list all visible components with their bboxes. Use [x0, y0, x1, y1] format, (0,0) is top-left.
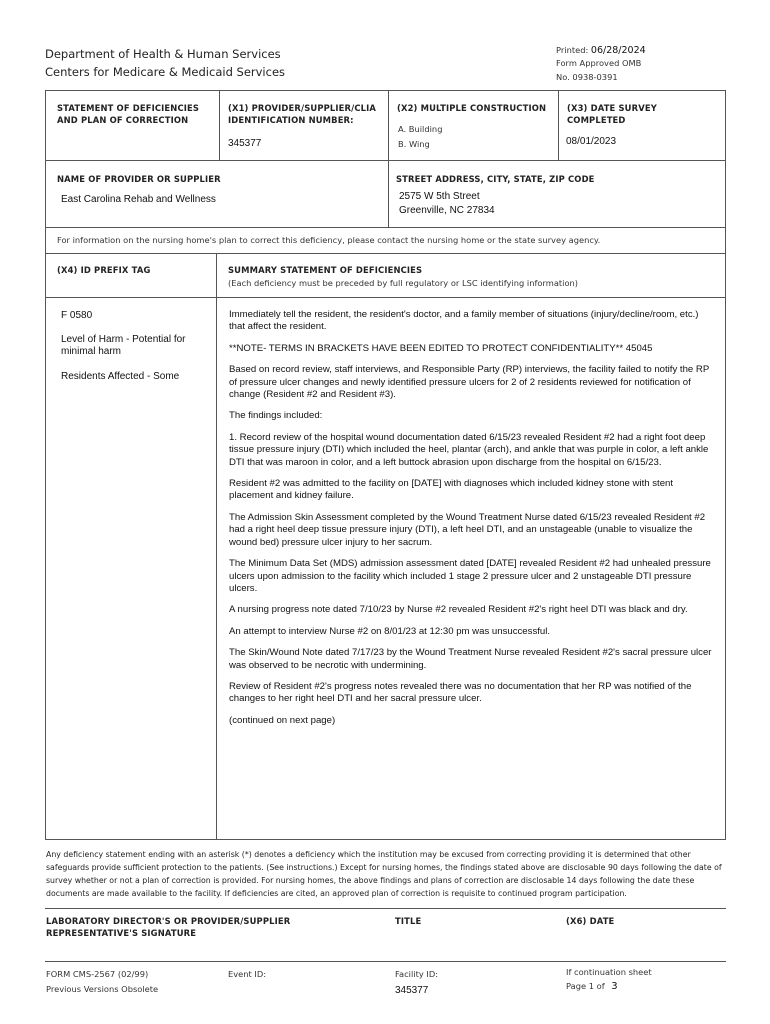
summary-subheader: (Each deficiency must be preceded by full regulatory or LSC identifying information) [228, 278, 579, 288]
wing-label: B. Wing [398, 139, 430, 149]
form-approved: Form Approved OMB [556, 58, 642, 68]
narrative-paragraph: The Admission Skin Assessment completed by the Wound Treatment Nurse dated 6/15/23 revealed Resident #2 had a right heel deep tissue pressure injury (DTI), a left heel DTI, and an unstageable (unable to visualize the wound bed) pressure ulcer injury to her sacrum. [229, 511, 706, 548]
narrative-paragraph: **NOTE- TERMS IN BRACKETS HAVE BEEN EDITED TO PROTECT CONFIDENTIALITY** 45045 [229, 342, 653, 354]
facility-id-label: Facility ID: [395, 969, 439, 979]
page-indicator [566, 981, 618, 992]
divider [558, 90, 559, 161]
level-of-harm: Level of Harm - Potential for minimal harm [61, 334, 186, 358]
provider-name-label: NAME OF PROVIDER OR SUPPLIER [57, 174, 221, 184]
provider-id-label: (X1) PROVIDER/SUPPLIER/CLIA IDENTIFICATION NUMBER: [228, 103, 377, 125]
provider-id-value: 345377 [228, 138, 262, 149]
omb-number: No. 0938-0391 [556, 72, 618, 82]
multiple-construction-label: (X2) MULTIPLE CONSTRUCTION [397, 103, 547, 113]
narrative-paragraph: Resident #2 was admitted to the facility on [DATE] with diagnoses which included kidney stone with stent placement and kidney failure. [229, 478, 674, 502]
divider [388, 90, 389, 161]
narrative-paragraph: (continued on next page) [229, 714, 336, 726]
info-note: For information on the nursing home's plan to correct this deficiency, please contact the nursing home or the state survey agency. [57, 235, 601, 245]
date-survey-label: (X3) DATE SURVEY COMPLETED [567, 103, 657, 125]
provider-name-value: East Carolina Rehab and Wellness [61, 194, 216, 205]
box-right-border [725, 90, 726, 840]
form-number: FORM CMS-2567 (02/99) [46, 969, 149, 979]
box-left-border [45, 90, 46, 840]
title-label: TITLE [395, 916, 422, 926]
building-label: A. Building [398, 124, 443, 134]
narrative-paragraph: 1. Record review of the hospital wound documentation dated 6/15/23 revealed Resident #2 had a right foot deep tissue pressure injury (DTI) which included the heel, plantar (arch), and ankle that was purple in color, a left ankle DTI that was maroon in color, and a left buttock abrasion upon discharge from the hospital on 6/15/23. [229, 431, 709, 468]
address-label: STREET ADDRESS, CITY, STATE, ZIP CODE [396, 174, 595, 184]
residents-affected: Residents Affected - Some [61, 371, 180, 382]
divider [219, 90, 220, 161]
printed-info [556, 45, 646, 56]
divider [216, 253, 217, 840]
narrative-paragraph: The Minimum Data Set (MDS) admission assessment dated [DATE] revealed Resident #2 had unhealed pressure ulcers upon admission to the facility which included 1 stage 2 pressure ulcer and 2 unstageable DTI pressure ulcers. [229, 558, 711, 594]
narrative-paragraph: An attempt to interview Nurse #2 on 8/01/23 at 12:30 pm was unsuccessful. [229, 625, 551, 637]
divider [45, 227, 726, 228]
director-signature-label: LABORATORY DIRECTOR'S OR PROVIDER/SUPPLIER REPRESENTATIVE'S SIGNATURE [46, 916, 291, 938]
date-survey-value: 08/01/2023 [566, 136, 617, 147]
box-bottom-border [45, 839, 726, 840]
narrative-paragraph: A nursing progress note dated 7/10/23 by Nurse #2 revealed Resident #2's right heel DTI was black and dry. [229, 604, 688, 616]
page-label: Page 1 of [566, 981, 605, 991]
deficiency-tag: F 0580 [61, 310, 93, 321]
address-line1: 2575 W 5th Street [399, 191, 480, 202]
department-title: Department of Health & Human Services [45, 47, 281, 61]
narrative-paragraph: The Skin/Wound Note dated 7/17/23 by the Wound Treatment Nurse revealed Resident #2's sacral pressure ulcer was observed to be necrotic with undermining. [229, 647, 712, 671]
divider [45, 160, 726, 161]
statement-label: STATEMENT OF DEFICIENCIES AND PLAN OF CORRECTION [57, 103, 200, 125]
previous-versions: Previous Versions Obsolete [46, 984, 159, 994]
facility-id-value: 345377 [395, 985, 429, 996]
page-total: 3 [611, 981, 618, 992]
disclaimer-text: Any deficiency statement ending with an asterisk (*) denotes a deficiency which the institution may be excused from correcting providing it is determined that other safeguards provide sufficient protection to the patients. (See instructions.) Except for nursing homes, the findings stated above are disclosable 90 days following the date of survey whether or not a plan of correction is provided. For nursing homes, the above findings and plans of correction are disclosable 14 days following the date these documents are made available to the facility. If deficiencies are cited, an approved plan of correction is requisite to continued program participation. [46, 850, 722, 898]
divider [388, 160, 389, 228]
date-label: (X6) DATE [566, 916, 615, 926]
printed-date: 06/28/2024 [590, 45, 646, 56]
box-top-border [45, 90, 726, 91]
divider [45, 253, 726, 254]
address-line2: Greenville, NC 27834 [399, 205, 495, 216]
divider [45, 908, 726, 909]
printed-label: Printed: [556, 45, 589, 55]
narrative-paragraph: Review of Resident #2's progress notes revealed there was no documentation that her RP was notified of the changes to her right heel DTI and her sacral pressure ulcer. [229, 680, 692, 705]
centers-title: Centers for Medicare & Medicaid Services [45, 65, 286, 79]
narrative-paragraph: Based on record review, staff interviews, and Responsible Party (RP) interviews, the facility failed to notify the RP of pressure ulcer changes and newly identified pressure ulcers for 2 of 2 residents reviewed for notification of change (Resident #2 and Resident #3). [229, 364, 710, 401]
narrative-paragraph: The findings included: [229, 410, 323, 422]
divider [45, 961, 726, 962]
prefix-tag-header: (X4) ID PREFIX TAG [57, 265, 151, 275]
divider [45, 297, 726, 298]
deficiency-narrative [229, 309, 716, 736]
continuation-sheet: If continuation sheet [566, 967, 652, 977]
event-id-label: Event ID: [228, 969, 267, 979]
summary-header: SUMMARY STATEMENT OF DEFICIENCIES [228, 265, 423, 275]
narrative-paragraph: Immediately tell the resident, the resident's doctor, and a family member of situations (injury/decline/room, etc.) that affect the resident. [229, 309, 699, 333]
